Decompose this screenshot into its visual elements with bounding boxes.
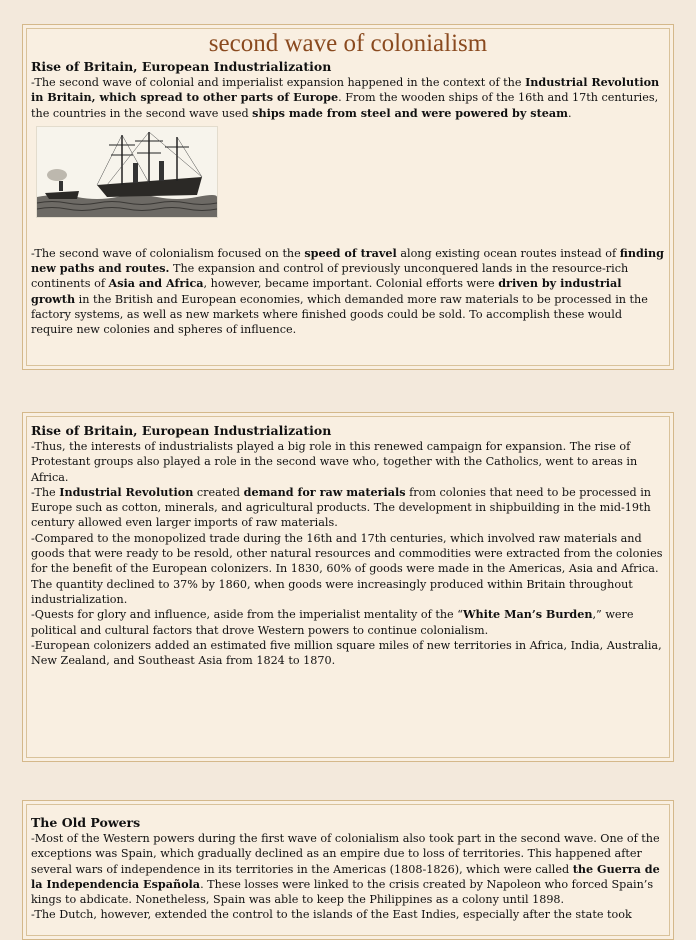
text-run: -Thus, the interests of industrialists played a big role in this renewed campaign for expansion. The rise of Protestant groups also played a role in the second wave who, together with the Catholics, went to areas in Africa. — [31, 440, 638, 484]
bold-text: Industrial Revolution in Britain, which spread to other parts of Europe — [31, 75, 660, 105]
paragraph — [31, 907, 665, 922]
text-run: from colonies that need to be processed in Europe such as cotton, minerals, and agricultural products. The development in shipbuilding in the mid-19th century allowed even larger imports of raw materials. — [31, 485, 651, 530]
bold-text: finding new paths and routes. — [31, 245, 664, 276]
paragraph — [31, 75, 665, 121]
paragraph — [31, 246, 665, 338]
paragraph — [31, 439, 665, 485]
paragraph — [31, 638, 665, 669]
bold-text: Industrial Revolution — [59, 484, 194, 499]
text-run: -Most of the Western powers during the first wave of colonialism also took part in the second wave. One of the exceptions was Spain, which gradually declined as an empire due to loss of territories. This happened after several wars of independence in its territories in the Americas (1808-1826), which were called — [31, 832, 660, 876]
text-run: along existing ocean routes instead of — [396, 246, 620, 260]
section-heading: The Old Powers — [31, 815, 141, 830]
text-run: -European colonizers added an estimated five million square miles of new territories in Africa, India, Australia, New Zealand, and Southeast Asia from 1824 to 1870. — [31, 638, 662, 668]
paragraph — [31, 485, 665, 531]
text-run: -The Dutch, however, extended the control to the islands of the East Indies, especially after the state took — [31, 908, 632, 922]
steamship-icon — [37, 127, 217, 217]
paragraph — [31, 607, 665, 638]
page-title: second wave of colonialism — [208, 30, 488, 57]
text-run: The expansion and control of previously unconquered lands in the resource-rich continents of — [31, 262, 629, 291]
text-run: -Quests for glory and influence, aside from the imperialist mentality of the “ — [31, 608, 463, 622]
text-run: -The — [31, 485, 60, 499]
paragraph — [31, 831, 665, 907]
slide-3 — [22, 800, 674, 940]
text-run: . From the wooden ships of the 16th and 17th centuries, the countries in the second wave used — [31, 91, 659, 120]
bold-text: demand for raw materials — [243, 484, 406, 499]
paragraph-list — [31, 831, 665, 923]
steamship-illustration — [36, 126, 218, 218]
text-run: , however, became important. Colonial efforts were — [203, 277, 499, 291]
slide-1 — [22, 24, 674, 370]
section-heading: Rise of Britain, European Industrialization — [31, 423, 332, 438]
bold-text: speed of travel — [304, 245, 397, 260]
text-run: in the British and European economies, which demanded more raw materials to be processed in the factory systems, as well as new markets where finished goods could be sold. To accomplish these would require new colonies and spheres of influence. — [31, 292, 648, 337]
bold-text: White Man’s Burden — [462, 607, 593, 622]
text-run: ,” were political and cultural factors that drove Western powers to continue colonialism. — [31, 608, 634, 637]
bold-text: the Guerra de la Independencia Española — [31, 861, 660, 891]
text-run: created — [193, 485, 244, 499]
paragraph — [31, 531, 665, 607]
text-run: . — [567, 106, 572, 120]
text-run: . These losses were linked to the crisis created by Napoleon who forced Spain’s kings to abdicate. Nonetheless, Spain was able to keep the Philippines as a colony until 1898. — [31, 877, 654, 907]
bold-text: Asia and Africa — [108, 276, 204, 291]
slide-2 — [22, 412, 674, 762]
bold-text: ships made from steel and were powered by steam — [252, 105, 568, 120]
text-run: -Compared to the monopolized trade during the 16th and 17th centuries, which involved raw materials and goods that were ready to be resold, other natural resources and commodities were extracted from the colonies for the benefit of the European colonizers. In 1830, 60% of goods were made in the Americas, Asia and Africa. The quantity declined to 37% by 1860, when goods were increasingly produced within Britain throughout industrialization. — [31, 531, 663, 606]
paragraph-list — [31, 439, 665, 668]
section-heading: Rise of Britain, European Industrialization — [31, 59, 332, 74]
text-run: -The second wave of colonial and imperialist expansion happened in the context of the — [31, 76, 526, 89]
text-run: -The second wave of colonialism focused on the — [31, 246, 305, 260]
bold-text: driven by industrial growth — [31, 276, 622, 306]
